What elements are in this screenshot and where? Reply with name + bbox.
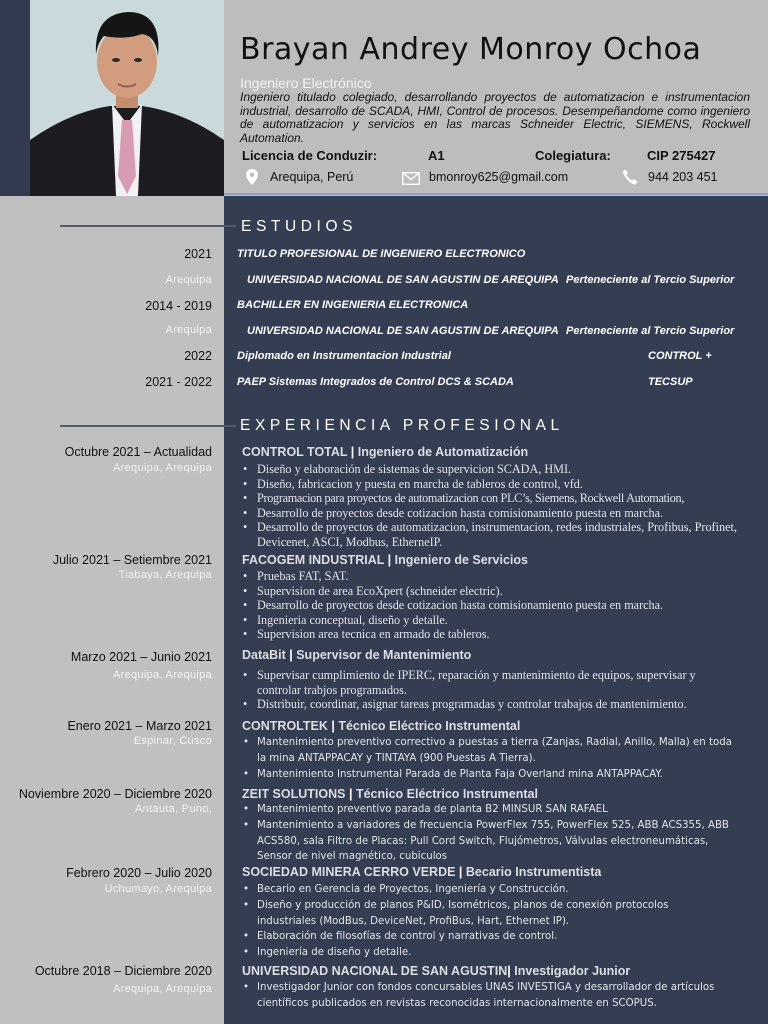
job-position: Becario Instrumentista: [465, 865, 602, 879]
separator: |: [384, 553, 395, 567]
job-dates: Noviembre 2020 – Diciembre 2020: [18, 787, 212, 801]
job-dates: Enero 2021 – Marzo 2021: [67, 719, 212, 733]
job-position: Investigador Junior: [514, 964, 631, 978]
license-value: A1: [428, 148, 445, 163]
photo-frame: [30, 0, 224, 196]
education-note: Perteneciente al Tercio Superior: [566, 274, 735, 286]
college-value: CIP 275427: [647, 148, 716, 163]
company-name: ZEIT SOLUTIONS: [242, 787, 349, 801]
education-year: 2021 - 2022: [145, 375, 212, 389]
list-item: • Pruebas FAT, SAT.: [242, 569, 750, 584]
job-header: [242, 865, 601, 879]
education-note: Perteneciente al Tercio Superior: [566, 325, 735, 337]
education-entry: UNIVERSIDAD NACIONAL DE SAN AGUSTIN DE AREQUIPA: [247, 325, 559, 337]
job-position: Supervisor de Mantenimiento: [296, 648, 472, 662]
education-divider: [60, 225, 236, 227]
separator: |: [348, 787, 356, 801]
list-item: • Investigador Junior con fondos concursables UNAS INVESTIGA y desarrollador de artículos científicos publicados en revistas reconocidas internacionalmente en SCOPUS.: [242, 980, 732, 1012]
education-year: 2022: [184, 349, 212, 363]
job-location: Arequipa, Arequipa: [113, 462, 212, 474]
job-position: Ingeniero de Automatización: [357, 445, 529, 459]
experience-divider: [60, 425, 236, 427]
job-position: Ingeniero de Servicios: [394, 553, 528, 567]
job-title: Ingeniero Electrónico: [240, 75, 372, 91]
job-dates: Febrero 2020 – Julio 2020: [66, 866, 212, 880]
experience-title: EXPERIENCIA PROFESIONAL: [240, 417, 564, 434]
job-header: [242, 648, 471, 662]
job-duties: [242, 802, 732, 865]
job-location: Espinar, Cusco: [133, 735, 212, 747]
list-item: • Diseño, fabricacion y puesta en marcha de tableros de control, vfd.: [242, 477, 750, 492]
list-item: • Diseño y producción de planos P&ID, Isométricos, planos de conexión protocolos industriales (ModBus, DeviceNet, ProfiBus, Hart, Ethernet IP).: [242, 898, 712, 930]
profile-photo: [30, 0, 224, 196]
education-year: 2014 - 2019: [145, 299, 212, 313]
education-entry: Diplomado en Instrumentacion Industrial: [237, 350, 451, 362]
list-item: • Mantenimiento preventivo parada de planta B2 MINSUR SAN RAFAEL: [242, 802, 732, 818]
education-entry: PAEP Sistemas Integrados de Control DCS & SCADA: [237, 376, 514, 388]
job-dates: Julio 2021 – Setiembre 2021: [52, 553, 212, 567]
profile-summary: Ingeniero titulado colegiado, desarrollando proyectos de automatizacion e instrumentacion industrial, desarrollo de SCADA, HMI, Control de procesos. Desempeñandome como ingeniero de automatizacion y servicios en las marcas Schneider Electric, SIEMENS, Rockwell Automation.: [240, 90, 750, 145]
job-header: [242, 719, 520, 733]
separator: |: [350, 445, 358, 459]
education-location: Arequipa: [165, 274, 212, 286]
list-item: • Becario en Gerencia de Proyectos, Ingeniería y Construcción.: [242, 882, 712, 898]
company-name: CONTROLTEK: [242, 719, 328, 733]
job-location: Uchumayo, Arequipa: [104, 883, 212, 895]
email-link[interactable]: bmonroy625@gmail.com: [429, 170, 569, 184]
list-item: • Distribuir, coordinar, asignar tareas programadas y controlar trabajos de mantenimiento.: [242, 697, 728, 712]
job-dates: Octubre 2018 – Diciembre 2020: [34, 964, 212, 978]
job-position: Técnico Eléctrico Instrumental: [338, 719, 521, 733]
job-dates: Marzo 2021 – Junio 2021: [70, 650, 212, 664]
education-entry: UNIVERSIDAD NACIONAL DE SAN AGUSTIN DE AREQUIPA: [247, 274, 559, 286]
job-position: Técnico Eléctrico Instrumental: [355, 787, 538, 801]
list-item: • Ingenieria conceptual, diseño y detalle.: [242, 613, 750, 628]
location-pin-icon: [246, 169, 258, 190]
location-text: Arequipa, Perú: [270, 170, 354, 184]
company-name: DataBit: [242, 648, 286, 662]
person-name: Brayan Andrey Monroy Ochoa: [240, 32, 702, 67]
job-duties: [242, 882, 712, 961]
list-item: • Mantenimiento a variadores de frecuencia PowerFlex 755, PowerFlex 525, ABB ACS355, ABB ACS580, sala Filtro de Placas: Pull Cord Switch, Flujómetros, Válvulas electroneumáticas, Sensor de nivel magnético, cubiculos: [242, 818, 732, 865]
license-label: Licencia de Conduzir:: [242, 148, 378, 163]
job-header: [242, 445, 528, 459]
list-item: • Supervision area tecnica en armado de tableros.: [242, 627, 750, 642]
job-duties: [242, 980, 732, 1012]
job-location: Arequipa, Arequipa: [113, 983, 212, 995]
education-institution: CONTROL +: [648, 350, 712, 362]
college-label: Colegiatura:: [535, 148, 611, 163]
company-name: SOCIEDAD MINERA CERRO VERDE: [242, 865, 456, 879]
job-dates: Octubre 2021 – Actualidad: [64, 445, 212, 459]
left-column: [0, 196, 224, 1024]
list-item: • Supervisar cumplimiento de IPERC, reparación y mantenimiento de equipos, supervisar y controlar trabjos programados.: [242, 668, 728, 697]
company-name: CONTROL TOTAL: [242, 445, 351, 459]
job-duties: [242, 668, 728, 712]
job-location: Antauta, Puno,: [135, 803, 212, 815]
job-header: [242, 964, 630, 978]
education-year: 2021: [184, 247, 212, 261]
job-header: [242, 787, 538, 801]
list-item: • Supervision de area EcoXpert (schneider electric).: [242, 584, 750, 599]
education-entry: BACHILLER EN INGENIERIA ELECTRONICA: [237, 299, 469, 311]
list-item: • Mantenimiento preventivo correctivo a puestas a tierra (Zanjas, Radial, Anillo, Malla) en toda la mina ANTAPPACAY y TINTAYA (900 Puestas A Tierra).: [242, 735, 732, 767]
education-institution: TECSUP: [648, 376, 693, 388]
job-duties: [242, 735, 732, 782]
header-left-strip: [0, 0, 30, 196]
list-item: • Ingeniería de diseño y detalle.: [242, 945, 712, 961]
separator: |: [327, 719, 339, 733]
company-name: UNIVERSIDAD NACIONAL DE SAN AGUSTIN: [242, 964, 508, 978]
list-item: • Mantenimiento Instrumental Parada de Planta Faja Overland mina ANTAPPACAY.: [242, 767, 732, 783]
separator: |: [507, 964, 515, 978]
list-item: • Desarrollo de proyectos desde cotizacion hasta comisionamiento puesta en marcha.: [242, 506, 750, 521]
company-name: FACOGEM INDUSTRIAL: [242, 553, 385, 567]
separator: |: [455, 865, 466, 879]
education-title: ESTUDIOS: [241, 218, 358, 235]
header-divider: [224, 193, 768, 195]
education-location: Arequipa: [165, 324, 212, 336]
education-entry: TITULO PROFESIONAL DE INGENIERO ELECTRONICO: [237, 248, 526, 260]
list-item: • Programacion para proyectos de automatizacion con PLC’s, Siemens, Rockwell Automation,: [242, 491, 750, 506]
phone-icon: [622, 169, 638, 190]
separator: |: [285, 648, 297, 662]
job-duties: [242, 569, 750, 642]
list-item: • Diseño y elaboración de sistemas de supervicion SCADA, HMI.: [242, 462, 750, 477]
job-location: Arequipa, Arequipa: [113, 669, 212, 681]
list-item: • Elaboración de filosofías de control y narrativas de control.: [242, 929, 712, 945]
job-duties: [242, 462, 750, 550]
email-icon: [402, 172, 420, 190]
phone-text: 944 203 451: [648, 170, 718, 184]
list-item: • Desarrollo de proyectos desde cotizacion hasta comisionamiento puesta en marcha.: [242, 598, 750, 613]
job-location: Tiabaya, Arequipa: [118, 569, 212, 581]
list-item: • Desarrollo de proyectos de automatizacion, instrumentacion, redes industriales, Profibus, Profinet, Devicenet, ASCI, Modbus, EtherneIP.: [242, 520, 750, 549]
job-header: [242, 553, 528, 567]
